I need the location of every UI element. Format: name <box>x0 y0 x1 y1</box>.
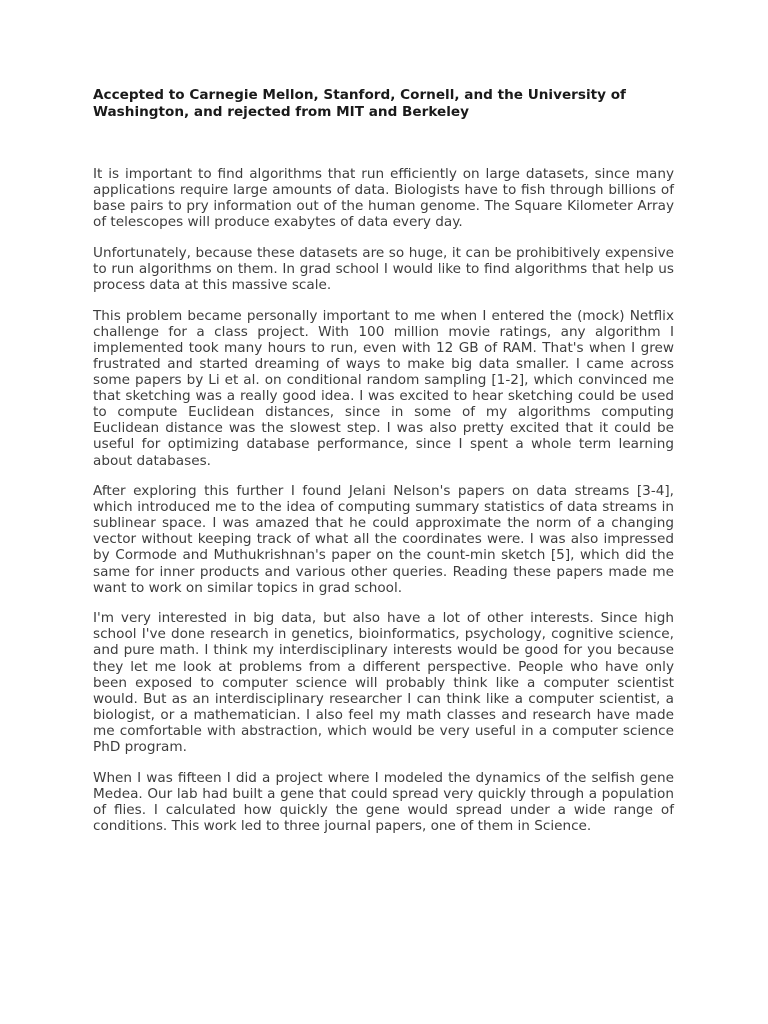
paragraph-interdisciplinary: I'm very interested in big data, but also have a lot of other interests. Since high school I've done research in genetics, bioinformatics, psychology, cognitive science, and pure math. I think my interdisciplinary interests would be good for you because they let me look at problems from a different perspective. People who have only been exposed to computer science will probably think like a computer scientist would. But as an interdisciplinary researcher I can think like a computer scientist, a biologist, or a mathematician. I also feel my math classes and research have made me comfortable with abstraction, which would be very useful in a computer science PhD program. <box>93 610 674 755</box>
document-page <box>93 87 674 848</box>
paragraph-medea-project: When I was fifteen I did a project where I modeled the dynamics of the selfish gene Medea. Our lab had built a gene that could spread very quickly through a population of flies. I calculated how quickly the gene would spread under a wide range of conditions. This work led to three journal papers, one of them in Science. <box>93 769 674 834</box>
document-title: Accepted to Carnegie Mellon, Stanford, Cornell, and the University of Washington, and rejected from MIT and Berkeley <box>93 87 626 120</box>
paragraph-data-streams: After exploring this further I found Jelani Nelson's papers on data streams [3-4], which introduced me to the idea of computing summary statistics of data streams in sublinear space. I was amazed that he could approximate the norm of a changing vector without keeping track of what all the coordinates were. I was also impressed by Cormode and Muthukrishnan's paper on the count-min sketch [5], which did the same for inner products and various other queries. Reading these papers made me want to work on similar topics in grad school. <box>93 483 674 596</box>
paragraph-big-data-motivation: It is important to find algorithms that run efficiently on large datasets, since many applications require large amounts of data. Biologists have to fish through billions of base pairs to pry information out of the human genome. The Square Kilometer Array of telescopes will produce exabytes of data every day. <box>93 166 674 231</box>
paragraph-research-goal: Unfortunately, because these datasets are so huge, it can be prohibitively expensive to run algorithms on them. In grad school I would like to find algorithms that help us process data at this massive scale. <box>93 244 674 294</box>
paragraph-netflix-challenge: This problem became personally important to me when I entered the (mock) Netflix challenge for a class project. With 100 million movie ratings, any algorithm I implemented took many hours to run, even with 12 GB of RAM. That's when I grew frustrated and started dreaming of ways to make big data smaller. I came across some papers by Li et al. on conditional random sampling [1-2], which convinced me that sketching was a really good idea. I was excited to hear sketching could be used to compute Euclidean distances, since in some of my algorithms computing Euclidean distance was the slowest step. I was also pretty excited that it could be useful for optimizing database performance, since I spent a whole term learning about databases. <box>93 307 674 469</box>
